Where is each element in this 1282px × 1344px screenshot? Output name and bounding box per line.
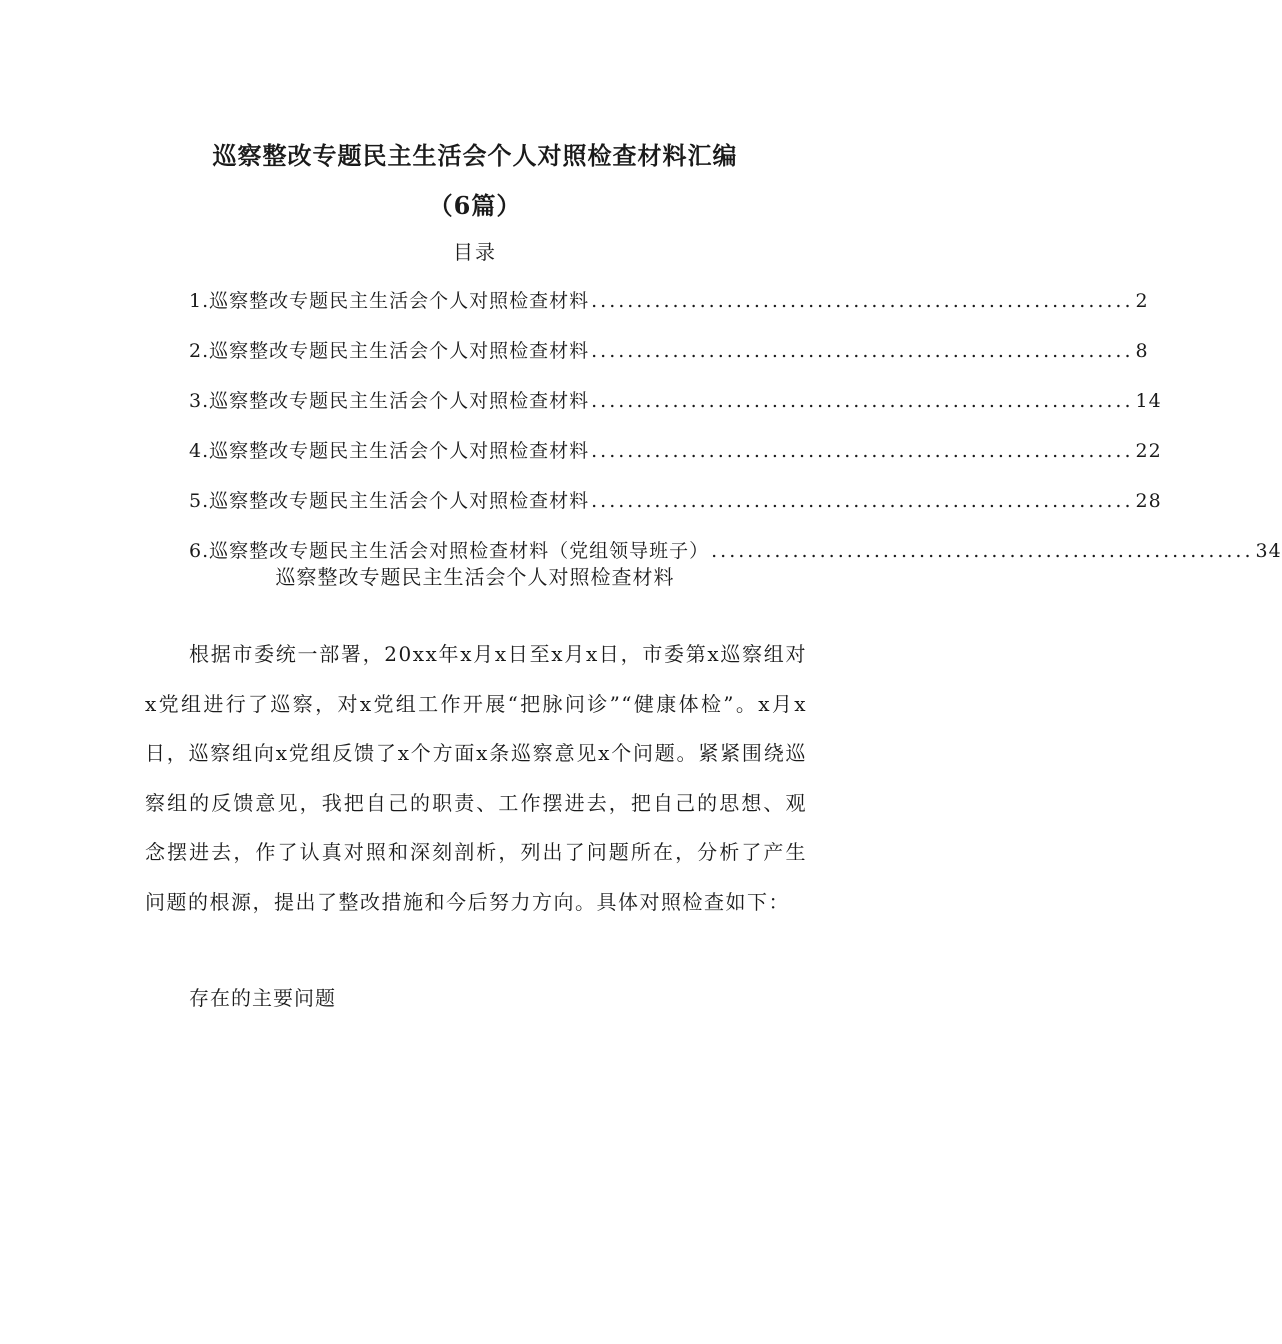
toc-leader-dots: ............................................................ bbox=[591, 290, 1134, 312]
toc-item-label: 5.巡察整改专题民主生活会个人对照检查材料 bbox=[189, 490, 590, 512]
subheading: 存在的主要问题 bbox=[189, 986, 336, 1010]
toc-leader-dots: ............................................................ bbox=[711, 540, 1254, 562]
toc-item[interactable] bbox=[189, 386, 1162, 436]
document-title: 巡察整改专题民主生活会个人对照检查材料汇编 bbox=[212, 141, 738, 170]
toc-item-page: 14 bbox=[1135, 390, 1162, 412]
toc-item-page: 34 bbox=[1255, 540, 1282, 562]
document-subtitle: （6篇） bbox=[428, 191, 522, 220]
toc-item[interactable] bbox=[189, 336, 1149, 386]
toc-leader-dots: ............................................................ bbox=[591, 390, 1134, 412]
toc-item-page: 2 bbox=[1135, 290, 1149, 312]
toc-item-label: 2.巡察整改专题民主生活会个人对照检查材料 bbox=[189, 340, 590, 362]
toc-heading: 目录 bbox=[453, 240, 497, 264]
toc-item[interactable] bbox=[189, 436, 1162, 486]
toc-item[interactable] bbox=[189, 486, 1162, 536]
table-of-contents bbox=[189, 286, 1282, 586]
section-title: 巡察整改专题民主生活会个人对照检查材料 bbox=[275, 565, 675, 589]
toc-leader-dots: ............................................................ bbox=[591, 440, 1134, 462]
toc-item-page: 28 bbox=[1135, 490, 1162, 512]
toc-item-page: 8 bbox=[1135, 340, 1149, 362]
toc-item-label: 6.巡察整改专题民主生活会对照检查材料（党组领导班子） bbox=[189, 540, 710, 562]
toc-leader-dots: ............................................................ bbox=[591, 490, 1134, 512]
toc-leader-dots: ............................................................ bbox=[591, 340, 1134, 362]
body-paragraph: 根据市委统一部署，20xx年x月x日至x月x日，市委第x巡察组对x党组进行了巡察，对x党组工作开展“把脉问诊”“健康体检”。x月x日，巡察组向x党组反馈了x个方面x条巡察意见x个问题。紧紧围绕巡察组的反馈意见，我把自己的职责、工作摆进去，把自己的思想、观念摆进去，作了认真对照和深刻剖析，列出了问题所在，分析了产生问题的根源，提出了整改措施和今后努力方向。具体对照检查如下： bbox=[145, 642, 807, 914]
toc-item-page: 22 bbox=[1135, 440, 1162, 462]
toc-item-label: 4.巡察整改专题民主生活会个人对照检查材料 bbox=[189, 440, 590, 462]
toc-item[interactable] bbox=[189, 286, 1149, 336]
toc-item-label: 1.巡察整改专题民主生活会个人对照检查材料 bbox=[189, 290, 590, 312]
toc-item-label: 3.巡察整改专题民主生活会个人对照检查材料 bbox=[189, 390, 590, 412]
